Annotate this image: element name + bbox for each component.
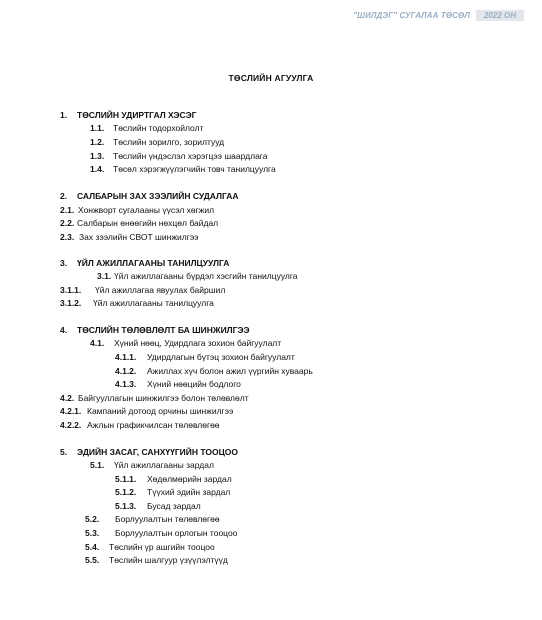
toc-section-1 [60, 110, 196, 121]
toc-item [85, 528, 237, 539]
toc-item-number: 5.1.3. [115, 501, 137, 511]
toc-item-number: 4.1.3. [115, 379, 137, 389]
toc-section-2 [60, 191, 239, 202]
toc-item [85, 542, 215, 553]
toc-item-label: Борлуулалтын төлөвлөгөө [115, 514, 220, 524]
toc-item [60, 393, 249, 404]
toc-item [60, 298, 214, 309]
toc-item-label: Төсөл хэрэгжүүлэгчийн товч танилцуулга [113, 164, 276, 174]
toc-item-number: 5.4. [85, 542, 100, 552]
toc-item [85, 555, 228, 566]
toc-item [60, 232, 199, 243]
toc-section-3 [60, 258, 229, 269]
toc-item-label: Бусад зардал [147, 501, 201, 511]
toc-item-number: 2.1. [60, 205, 75, 215]
toc-item-label: Төслийн тодорхойлолт [113, 123, 204, 133]
toc-item-number: 4.2.1. [60, 406, 82, 416]
toc-item-number: 3.1.2. [60, 298, 82, 308]
toc-item-label: Хөдөлмөрийн зардал [147, 474, 232, 484]
toc-item [90, 137, 224, 148]
toc-item-number: 5.3. [85, 528, 100, 538]
header-bar [353, 8, 524, 22]
toc-item-number: 5.1.2. [115, 487, 137, 497]
toc-item-number: 5.1. [90, 460, 105, 470]
project-year: 2022 ОН [476, 10, 524, 21]
toc-item-number: 2.2. [60, 218, 75, 228]
toc-item-label: Үйл ажиллагааны зардал [114, 460, 214, 470]
toc-item-number: 4.2.2. [60, 420, 82, 430]
toc-item-label: Ажиллах хүч болон ажил үүргийн хуваарь [147, 366, 313, 376]
toc-item-number: 4. [60, 325, 68, 335]
toc-item-number: 4.1.1. [115, 352, 137, 362]
toc-item [115, 352, 295, 363]
toc-item-label: Төслийн үндэслэл хэрэгцээ шаардлага [113, 151, 268, 161]
toc-item-number: 2. [60, 191, 68, 201]
toc-item [115, 501, 201, 512]
toc-item-number: 1.4. [90, 164, 105, 174]
toc-section-4 [60, 325, 250, 336]
toc-item-label: Үйл ажиллагааны танилцуулга [93, 298, 214, 308]
toc-item-label: Зах зээлийн СВОТ шинжилгээ [79, 232, 199, 242]
toc-section-5 [60, 447, 238, 458]
toc-item [60, 406, 233, 417]
toc-item-label: Хүний нөөц, Удирдлага зохион байгуулалт [114, 338, 282, 348]
toc-item-label: ЭДИЙН ЗАСАГ, САНХҮҮГИЙН ТООЦОО [77, 447, 239, 457]
toc-item-number: 5. [60, 447, 68, 457]
toc-item-label: Төслийн зорилго, зорилтууд [113, 137, 225, 147]
toc-item [115, 366, 313, 377]
toc-item [97, 271, 298, 282]
toc-item [60, 420, 220, 431]
toc-item-label: Байгууллагын шинжилгээ болон төлөвлөлт [78, 393, 249, 403]
toc-item-label: Хүний нөөцийн бодлого [147, 379, 241, 389]
toc-item [115, 487, 230, 498]
toc-item-label: САЛБАРЫН ЗАХ ЗЭЭЛИЙН СУДАЛГАА [77, 191, 239, 201]
toc-item-number: 1.1. [90, 123, 105, 133]
toc-item-label: Хонжворт сугалааны үүсэл хөгжил [78, 205, 215, 215]
toc-item-label: Төслийн үр ашгийн тооцоо [109, 542, 215, 552]
toc-item-number: 5.5. [85, 555, 100, 565]
toc-item [60, 285, 225, 296]
toc-item [60, 205, 214, 216]
toc-item-label: Кампаний дотоод орчины шинжилгээ [87, 406, 234, 416]
project-title: "ШИЛДЭГ" СУГАЛАА ТӨСӨЛ [353, 10, 470, 20]
toc-item-label: Үйл ажиллагаа явуулах байршил [95, 285, 226, 295]
toc-item-number: 1.2. [90, 137, 105, 147]
toc-item-number: 1.3. [90, 151, 105, 161]
toc-item-number: 4.1. [90, 338, 105, 348]
toc-item [85, 514, 220, 525]
toc-item-label: ТӨСЛИЙН УДИРТГАЛ ХЭСЭГ [77, 110, 197, 120]
toc-item [90, 123, 203, 134]
toc-item-number: 3. [60, 258, 68, 268]
toc-item-label: Удирдлагын бүтэц зохион байгуулалт [147, 352, 295, 362]
toc-item-number: 3.1. [97, 271, 112, 281]
toc-item-number: 5.1.1. [115, 474, 137, 484]
toc-item [90, 338, 281, 349]
toc-item [90, 164, 276, 175]
toc-item-label: Борлуулалтын орлогын тооцоо [115, 528, 238, 538]
toc-item-label: Түүхий эдийн зардал [147, 487, 231, 497]
toc-item-number: 1. [60, 110, 68, 120]
toc-item-number: 5.2. [85, 514, 100, 524]
toc-item [115, 379, 241, 390]
toc-item [60, 218, 218, 229]
toc-item [90, 460, 214, 471]
toc-item-label: Төслийн шалгуур үзүүлэлтүүд [109, 555, 228, 565]
toc-item-number: 4.1.2. [115, 366, 137, 376]
toc-item-label: Ажлын графикчилсан төлөвлөгөө [87, 420, 220, 430]
toc-item-number: 3.1.1. [60, 285, 82, 295]
toc-item-number: 2.3. [60, 232, 75, 242]
page-title: ТӨСЛИЙН АГУУЛГА [228, 73, 314, 83]
toc-item-label: ТӨСЛИЙН ТӨЛӨВЛӨЛТ БА ШИНЖИЛГЭЭ [77, 325, 250, 335]
toc-item-label: Салбарын өнөөгийн нөхцөл байдал [77, 218, 219, 228]
toc-item-number: 4.2. [60, 393, 75, 403]
toc-item-label: ҮЙЛ АЖИЛЛАГААНЫ ТАНИЛЦУУЛГА [77, 258, 230, 268]
toc-item [90, 151, 267, 162]
toc-item [115, 474, 232, 485]
toc-item-label: Үйл ажиллагааны бүрдэл хэсгийн танилцуулга [114, 271, 298, 281]
